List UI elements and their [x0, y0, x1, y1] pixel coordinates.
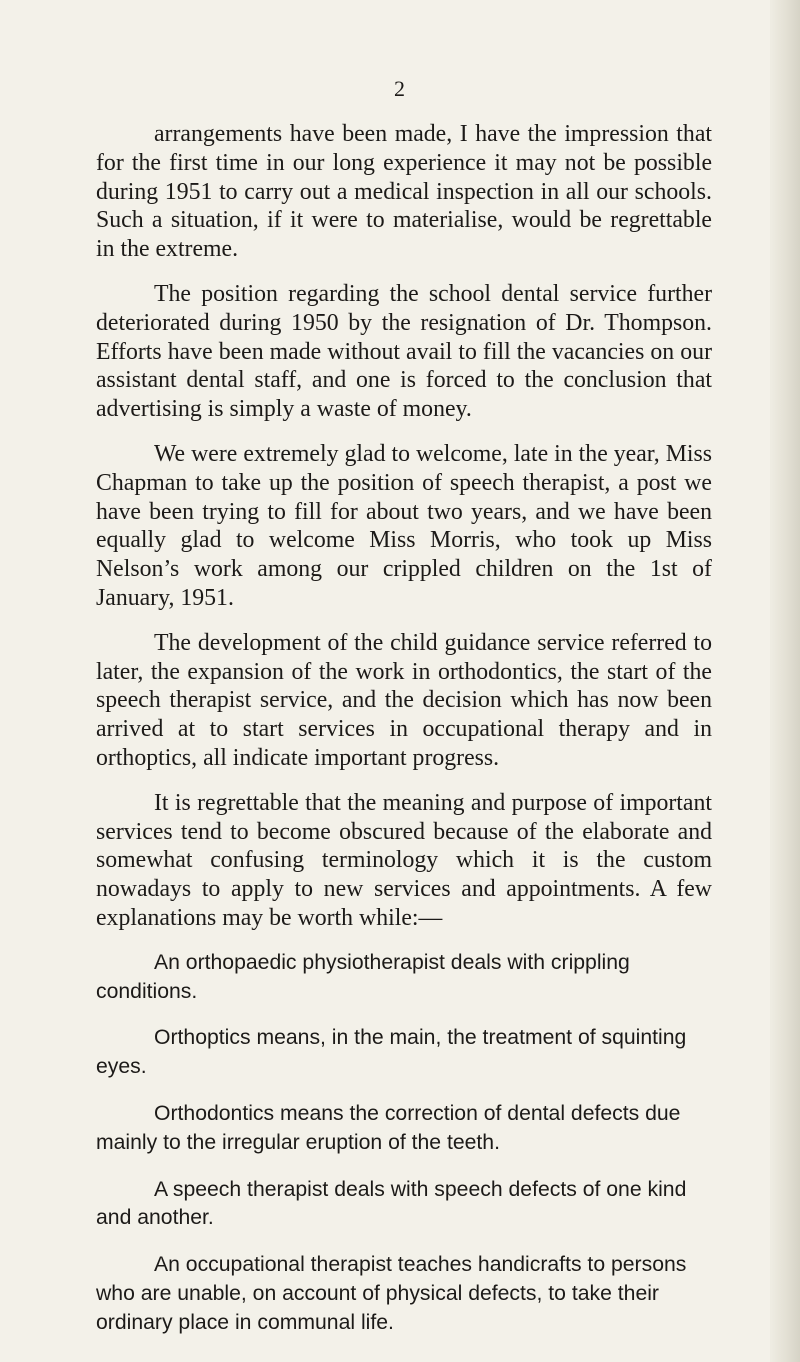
- definition-speech-therapist: A speech therapist deals with speech defects of one kind and another.: [96, 1177, 687, 1230]
- definition-occupational-therapist: An occupational therapist teaches handicrafts to persons who are unable, on account of physical defects, to take their ordinary place in communal life.: [96, 1253, 687, 1334]
- paragraph-speech-therapist: We were extremely glad to welcome, late in the year, Miss Chapman to take up the position of speech therapist, a post we have been trying to fill for about two years, and we have been equally glad to welcome Miss Morris, who took up Miss Nelson’s work among our crippled children on the 1st of January, 1951.: [96, 440, 712, 611]
- paragraph-dental-service: The position regarding the school dental service further deteriorated during 1950 by the resignation of Dr. Thompson. Efforts have been made without avail to fill the vacancies on our assistant dental staff, and one is forced to the conclusion that advertising is simply a waste of money.: [96, 280, 712, 423]
- definition-orthodontics: Orthodontics means the correction of dental defects due mainly to the irregular eruption of the teeth.: [96, 1101, 681, 1154]
- page-number: 2: [394, 76, 406, 101]
- paragraph-progress: The development of the child guidance service referred to later, the expansion of the work in orthodontics, the start of the speech therapist service, and the decision which has now been arrived at to start services in occupational therapy and in orthoptics, all indicate important progress.: [96, 629, 712, 771]
- report-body: [96, 120, 712, 1355]
- page-edge-shadow: [770, 0, 800, 1362]
- definition-orthopaedic-physiotherapist: An orthopaedic physiotherapist deals with crippling conditions.: [96, 950, 630, 1003]
- paragraph-terminology: It is regrettable that the meaning and purpose of important services tend to become obscured because of the elaborate and somewhat confusing terminology which it is the custom nowadays to apply to new services and appointments. A few explanations may be worth while:—: [96, 789, 712, 931]
- definition-orthoptics: Orthoptics means, in the main, the treatment of squinting eyes.: [96, 1026, 687, 1079]
- paragraph-medical-inspection: arrangements have been made, I have the impression that for the first time in our long experience it may not be possible during 1951 to carry out a medical inspection in all our schools. Such a situation, if it were to materialise, would be regrettable in the extreme.: [96, 121, 712, 263]
